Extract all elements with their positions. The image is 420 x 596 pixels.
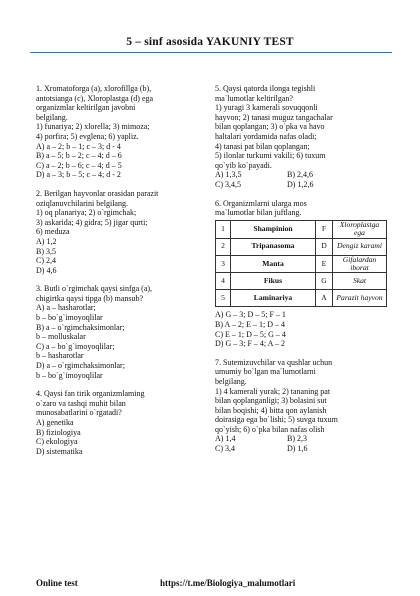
answer-option[interactable]: C) 2,4 [36, 256, 56, 266]
question-text-line: 4. Qaysi fan tirik organizmlaming [36, 389, 145, 399]
title-divider [30, 52, 392, 53]
question-text-line: munosabatlarini o`rgatadi? [36, 408, 122, 418]
answer-option[interactable]: B) A – 2; E – 1; D – 4 [215, 319, 286, 329]
question-text-line: 4) porfira; 5) evglena; 6) yapliz. [36, 131, 139, 141]
page-title: 5 – sinf asosida YAKUNIY TEST [126, 36, 294, 48]
answer-option-row [215, 170, 390, 180]
question-text-line: 1) oq planariya; 2) o`rgimchak; [36, 208, 137, 218]
question-text-line: 6) meduza [36, 227, 70, 237]
answer-option[interactable]: B) 2,3 [287, 434, 307, 444]
question-text-line: belgilang. [215, 376, 247, 386]
answer-option[interactable]: A) 1,3,5 [215, 170, 242, 180]
answer-option[interactable]: C) a – bo`g`imoyoqlilar; [36, 341, 115, 351]
info-description: Gifalardan iborat [333, 255, 387, 273]
question-text-line: 1) 4 kamerali yurak; 2) tananing pat [215, 386, 331, 396]
answer-option[interactable]: A) G – 3; D – 5; F – 1 [215, 310, 286, 320]
row-number: 4 [216, 273, 231, 290]
info-letter: A [316, 290, 333, 307]
question-text-line: organizmlar keltirilgan javobni [36, 103, 136, 113]
answer-option[interactable]: D) 4,6 [36, 265, 57, 275]
answer-option[interactable]: b – bo`g`imoyoqlilar [36, 370, 103, 380]
answer-option-row [215, 444, 390, 454]
row-number: 3 [216, 255, 231, 273]
question-text-line: antotsianga (c), Xloroplastga (d) ega [36, 93, 154, 103]
row-number: 2 [216, 238, 231, 255]
answer-option-row [215, 434, 390, 444]
info-letter: D [316, 238, 333, 255]
answer-option[interactable]: D) a – o`rgimchaksimonlar; [36, 361, 125, 371]
table-row [216, 290, 387, 307]
organism-name: Manta [231, 255, 316, 273]
answer-option[interactable]: D) 1,6 [287, 444, 308, 454]
info-description: Parazit hayvon [333, 290, 387, 307]
organism-name: Tripanasoma [231, 238, 316, 255]
question-text-line: 7. Sutemizuvchilar va qushlar uchun [215, 357, 333, 367]
table-row [216, 273, 387, 290]
footer-online-test: Online test [36, 578, 78, 588]
organism-name: Shampinion [231, 220, 316, 238]
question-text-line: 1. Xromatoforga (a), xlorofillga (b), [36, 84, 152, 93]
info-description: Xloroplastga ega [333, 220, 387, 238]
question-text-line: bilan qoplangan; 3) o`pka va havo [215, 122, 325, 132]
question-2 [36, 189, 204, 275]
matching-table [215, 220, 387, 308]
answer-option[interactable]: A) genetika [36, 418, 74, 427]
question-text-line: 1) yuragi 3 kamerali sovuqqonli [215, 103, 318, 113]
answer-option[interactable]: C) 3,4,5 [215, 179, 241, 189]
question-text-line: qo`yish; 6) o`pka bilan nafas olish [215, 424, 325, 434]
answer-option[interactable]: D) a – 3; b – 5; c – 4; d - 2 [36, 170, 121, 180]
question-text-line: 3) askarida; 4) gidra; 5) jigar qurti; [36, 217, 148, 227]
question-6 [215, 199, 390, 349]
table-row [216, 238, 387, 255]
answer-option[interactable]: B) a – o`rgimchaksimonlar; [36, 322, 125, 332]
question-text-line: bilan qoplanganligi; 3) bolasini sut [215, 396, 327, 406]
footer-telegram-link[interactable]: https://t.me/Biologiya_malumotlari [160, 578, 296, 588]
question-text-line: o`zaro va tashqi muhit bilan [36, 398, 126, 408]
question-text-line: umumiy bo`lgan ma`lumotlarni [215, 367, 316, 377]
left-column [36, 84, 204, 465]
info-letter: G [316, 273, 333, 290]
question-text-line: 3. Butli o`rgimchak qaysi sinfga (a), [36, 284, 153, 294]
question-text-line: oziqlanuvchilarini belgilang. [36, 198, 128, 208]
answer-option[interactable]: A) a – 2; b – 1; c – 3; d - 4 [36, 141, 121, 151]
organism-name: Fikus [231, 273, 316, 290]
answer-option[interactable]: b – bo`g`imoyoqlilar [36, 313, 103, 323]
answer-option[interactable]: B) a – 5; b – 2; c – 4; d – 6 [36, 151, 122, 161]
answer-option[interactable]: B) 3,5 [36, 246, 56, 256]
answer-option[interactable]: B) 2,4,6 [287, 170, 313, 180]
answer-option[interactable]: C) E – 1; D – 5; G – 4 [215, 329, 286, 339]
info-description: Dengiz karami [333, 238, 387, 255]
question-text-line: hayvon; 2) tanasi muguz tangachalar [215, 112, 333, 122]
answer-option[interactable]: A) 1,4 [215, 434, 236, 444]
answer-option[interactable]: C) ekologiya [36, 437, 78, 447]
table-row [216, 255, 387, 273]
answer-option[interactable]: D) 1,2,6 [287, 179, 314, 189]
question-text-line: 2. Berilgan hayvonlar orasidan parazit [36, 188, 159, 198]
question-4 [36, 389, 204, 456]
row-number: 1 [216, 220, 231, 238]
question-text-line: 5) ilonlar turkumi vakili; 6) tuxum [215, 151, 326, 161]
question-text-line: ma`lumotlar bilan juftlang. [215, 208, 302, 218]
answer-option[interactable]: A) a – hasharotlar; [36, 303, 96, 313]
question-text-line: ma`lumotlar keltirilgan? [215, 93, 293, 103]
question-3 [36, 284, 204, 380]
info-description: Skat [333, 273, 387, 290]
answer-option[interactable]: b – hasharotlar [36, 351, 84, 361]
info-letter: F [316, 220, 333, 238]
answer-option-row [215, 180, 390, 190]
question-text-line: doirasiga ega bo`lishi; 5) suvga tuxum [215, 415, 338, 425]
question-text-line: haltalari yordamida nafas oladi; [215, 131, 317, 141]
answer-option[interactable]: B) fiziologiya [36, 427, 81, 437]
info-letter: E [316, 255, 333, 273]
question-7 [215, 358, 390, 454]
question-text-line: chigirtka qaysi tipga (b) mansub? [36, 293, 144, 303]
answer-option[interactable]: b – molluskalar [36, 332, 86, 342]
question-text-line: 6. Organizmlarni ularga mos [215, 198, 307, 208]
question-1 [36, 84, 204, 180]
question-text-line: bilan boqishi; 4) bitta qon aylanish [215, 405, 327, 415]
question-text-line: 5. Qaysi qatorda ilonga tegishli [215, 84, 316, 93]
answer-option[interactable]: C) a – 2; b – 6; c – 4; d – 5 [36, 160, 122, 170]
question-text-line: belgilang. [36, 112, 68, 122]
question-5 [215, 84, 390, 190]
row-number: 5 [216, 290, 231, 307]
answer-option[interactable]: C) 3,4 [215, 444, 235, 454]
organism-name: Laminariya [231, 290, 316, 307]
question-text-line: 1) funariya; 2) xlorella; 3) mimoza; [36, 122, 150, 132]
question-text-line: 4) tanasi pat bilan qoplangan; [215, 141, 310, 151]
right-column [215, 84, 390, 463]
answer-option[interactable]: A) 1,2 [36, 236, 57, 246]
answer-option[interactable]: D) G – 3; F – 4; A – 2 [215, 339, 286, 349]
table-row [216, 220, 387, 238]
question-text-line: qo`yib ko`payadi. [215, 160, 272, 170]
answer-option[interactable]: D) sistematika [36, 446, 83, 456]
